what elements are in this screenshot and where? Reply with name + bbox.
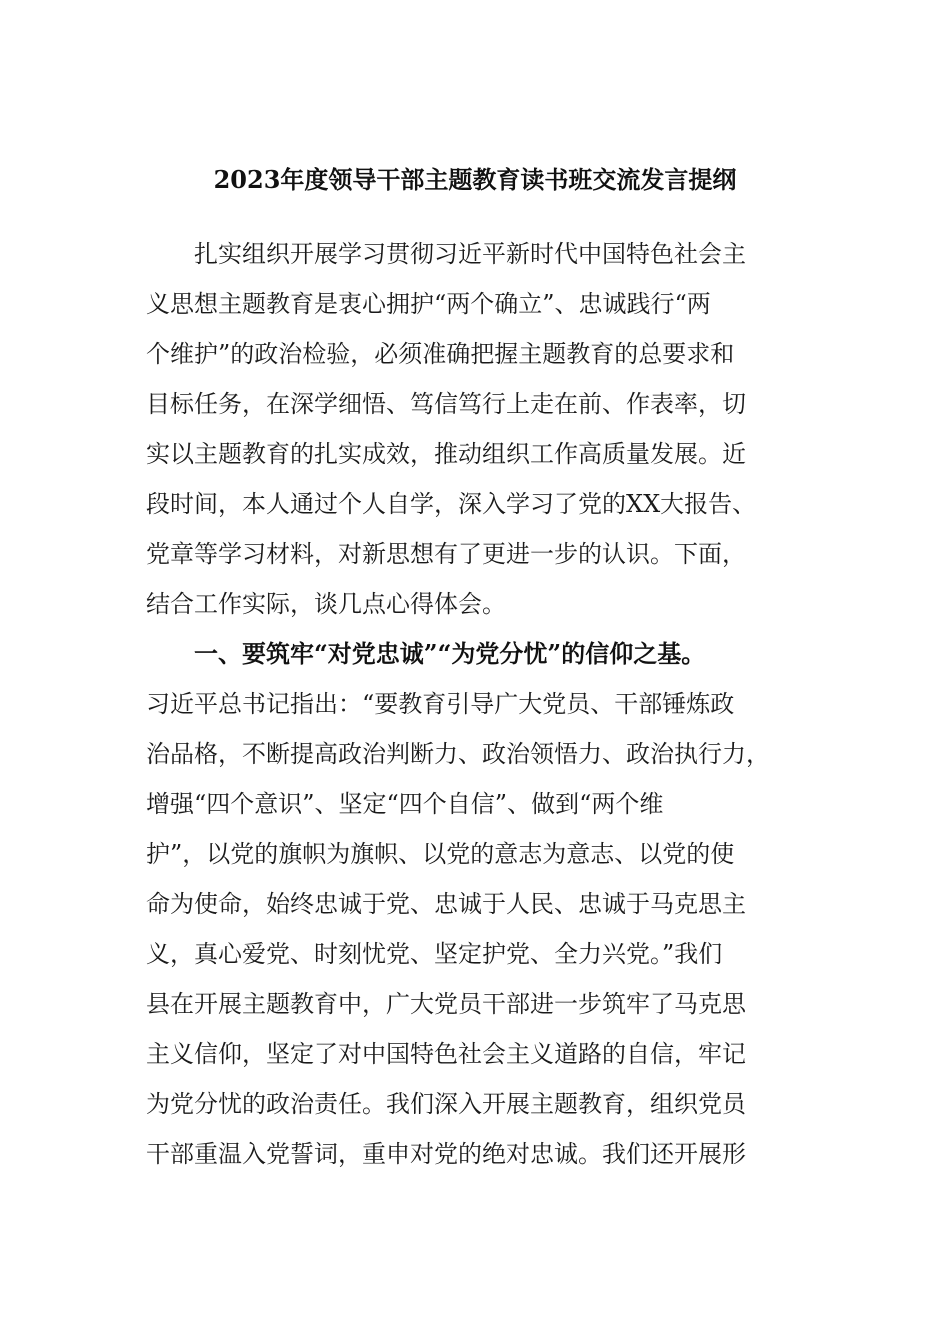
paragraph-line: 命为使命，始终忠诚于党、忠诚于人民、忠诚于马克思主 <box>146 890 746 918</box>
paragraph-line: 实以主题教育的扎实成效，推动组织工作高质量发展。近 <box>146 440 746 468</box>
document-title: 2023年度领导干部主题教育读书班交流发言提纲 <box>213 165 737 194</box>
paragraph-line: 扎实组织开展学习贯彻习近平新时代中国特色社会主 <box>194 240 746 268</box>
paragraph-line: 结合工作实际，谈几点心得体会。 <box>146 590 506 618</box>
section-heading: 一、要筑牢“对党忠诚”“为党分忧”的信仰之基。 <box>194 639 706 668</box>
paragraph-line: 个维护”的政治检验，必须准确把握主题教育的总要求和 <box>146 340 735 368</box>
paragraph-line: 为党分忧的政治责任。我们深入开展主题教育，组织党员 <box>146 1090 746 1118</box>
paragraph-line: 段时间，本人通过个人自学，深入学习了党的XX大报告、 <box>146 490 757 518</box>
paragraph-line: 党章等学习材料，对新思想有了更进一步的认识。下面， <box>146 540 746 568</box>
paragraph-line: 县在开展主题教育中，广大党员干部进一步筑牢了马克思 <box>146 990 746 1018</box>
paragraph-line: 义思想主题教育是衷心拥护“两个确立”、忠诚践行“两 <box>146 290 711 318</box>
paragraph-line: 治品格，不断提高政治判断力、政治领悟力、政治执行力， <box>146 740 770 768</box>
paragraph-line: 目标任务，在深学细悟、笃信笃行上走在前、作表率，切 <box>146 390 746 418</box>
paragraph-line: 习近平总书记指出：“要教育引导广大党员、干部锤炼政 <box>146 690 735 718</box>
paragraph-line: 护”，以党的旗帜为旗帜、以党的意志为意志、以党的使 <box>146 840 735 868</box>
paragraph-line: 增强“四个意识”、坚定“四个自信”、做到“两个维 <box>146 790 664 818</box>
paragraph-line: 干部重温入党誓词，重申对党的绝对忠诚。我们还开展形 <box>146 1140 746 1168</box>
paragraph-line: 义，真心爱党、时刻忧党、坚定护党、全力兴党。”我们 <box>146 940 723 968</box>
paragraph-line: 主义信仰，坚定了对中国特色社会主义道路的自信，牢记 <box>146 1040 746 1068</box>
